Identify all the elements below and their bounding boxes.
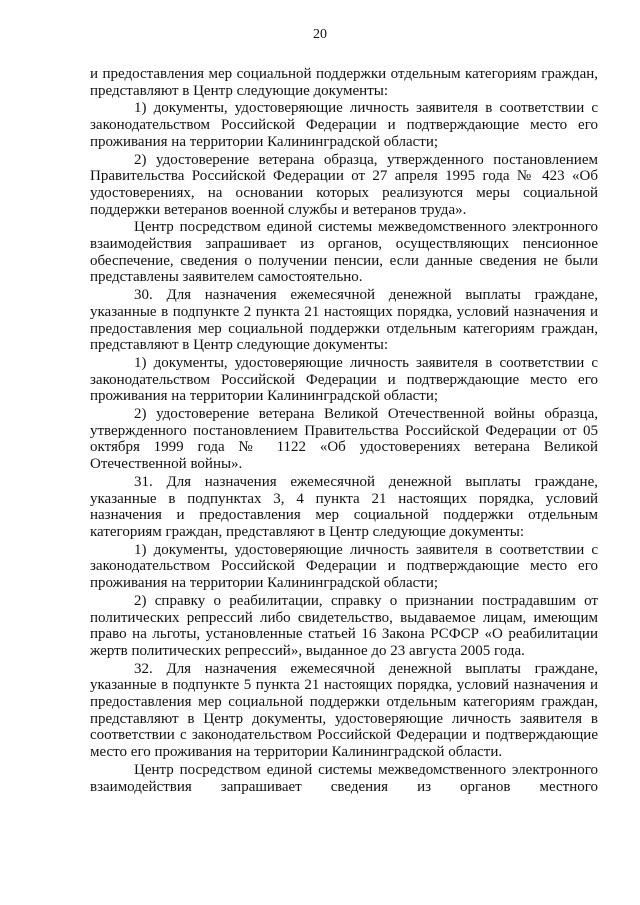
page-number: 20 [313, 27, 327, 42]
paragraph: 1) документы, удостоверяющие личность заявителя в соответствии с законодательством Российской Федерации и подтверждающие место его проживания на территории Калининградской области; [90, 100, 598, 150]
paragraph: Центр посредством единой системы межведомственного электронного взаимодействия запрашивает из органов, осуществляющих пенсионное обеспечение, сведения о получении пенсии, если данные сведения не были представлены заявителем самостоятельно. [90, 219, 598, 286]
paragraph: 2) удостоверение ветерана Великой Отечественной войны образца, утвержденного постановлением Правительства Российской Федерации от 05 октября 1999 года № 1122 «Об удостоверениях ветерана Великой Отечественной войны». [90, 406, 598, 473]
paragraph: 1) документы, удостоверяющие личность заявителя в соответствии с законодательством Российской Федерации и подтверждающие место его проживания на территории Калининградской области; [90, 354, 598, 405]
paragraph: 32. Для назначения ежемесячной денежной выплаты граждане, указанные в подпункте 5 пункта 21 настоящих порядка, условий назначения и предоставления мер социальной поддержки отдельным категориям граждан, представляют в Центр документы, удостоверяющие личность заявителя в соответствии с законодательством Российской Федерации и подтверждающие место его проживания на территории Калининградской области. [90, 660, 598, 761]
body-text [90, 66, 598, 796]
paragraph: 2) удостоверение ветерана образца, утвержденного постановлением Правительства Российской Федерации от 27 апреля 1995 года № 423 «Об удостоверениях, на основании которых реализуются меры социальной поддержки ветеранов военной службы и ветеранов труда». [90, 151, 598, 218]
paragraph: 31. Для назначения ежемесячной денежной выплаты граждане, указанные в подпунктах 3, 4 пункта 21 настоящих порядка, условий назначения и предоставления мер социальной поддержки отдельным категориям граждан, представляют в Центр следующие документы: [90, 473, 598, 540]
paragraph: 1) документы, удостоверяющие личность заявителя в соответствии с законодательством Российской Федерации и подтверждающие место его проживания на территории Калининградской области; [90, 541, 598, 592]
paragraph: 30. Для назначения ежемесячной денежной выплаты граждане, указанные в подпункте 2 пункта 21 настоящих порядка, условий назначения и предоставления мер социальной поддержки отдельным категориям граждан, представляют в Центр следующие документы: [90, 287, 598, 354]
paragraph: Центр посредством единой системы межведомственного электронного взаимодействия запрашивает сведения из органов местного [90, 761, 598, 795]
paragraph: и предоставления мер социальной поддержки отдельным категориям граждан, представляют в Центр следующие документы: [90, 66, 598, 99]
paragraph: 2) справку о реабилитации, справку о признании пострадавшим от политических репрессий либо свидетельство, выдаваемое лицам, имеющим право на льготы, установленные статьей 16 Закона РСФСР «О реабилитации жертв политических репрессий», выданное до 23 августа 2005 года. [90, 592, 598, 659]
